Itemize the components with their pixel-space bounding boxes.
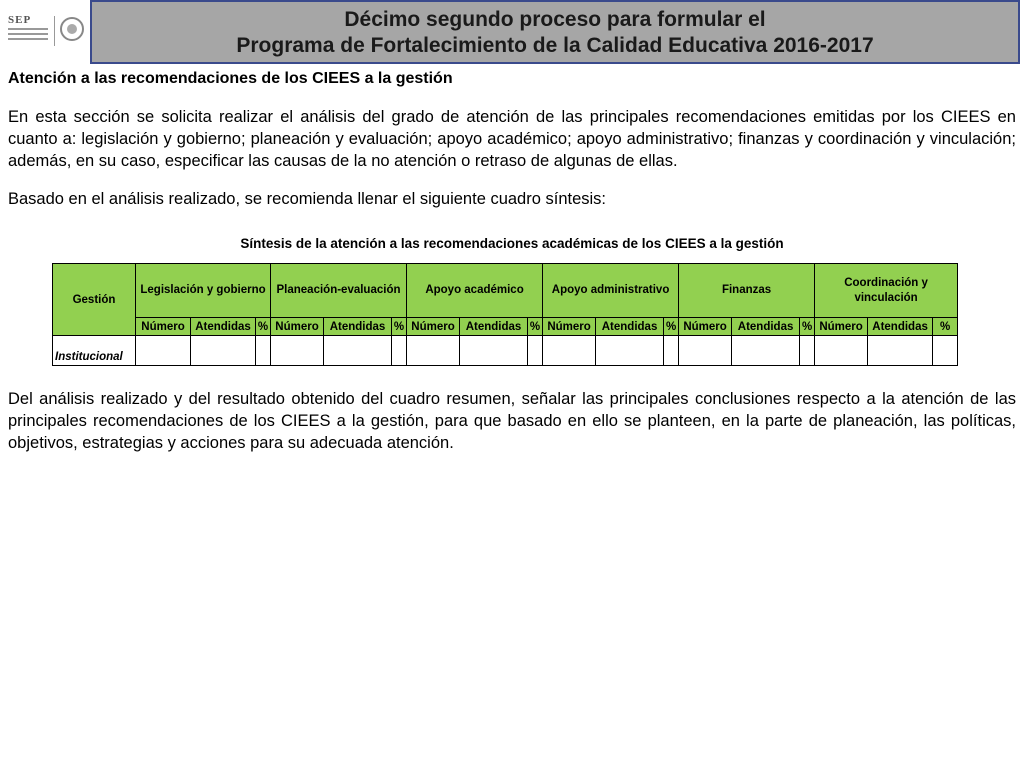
data-cell[interactable] bbox=[596, 336, 664, 366]
data-cell[interactable] bbox=[271, 336, 324, 366]
subheader-numero: Número bbox=[407, 318, 460, 336]
subheader-atendidas: Atendidas bbox=[732, 318, 800, 336]
subheader-percent: % bbox=[392, 318, 407, 336]
data-cell[interactable] bbox=[392, 336, 407, 366]
data-cell[interactable] bbox=[324, 336, 392, 366]
title-line-2: Programa de Fortalecimiento de la Calidad Educativa 2016-2017 bbox=[236, 34, 874, 57]
subheader-atendidas: Atendidas bbox=[596, 318, 664, 336]
data-cell[interactable] bbox=[256, 336, 271, 366]
subheader-percent: % bbox=[800, 318, 815, 336]
group-header: Legislación y gobierno bbox=[136, 264, 271, 318]
national-seal-icon bbox=[60, 17, 84, 41]
subheader-numero: Número bbox=[543, 318, 596, 336]
data-cell[interactable] bbox=[933, 336, 958, 366]
subheader-numero: Número bbox=[136, 318, 191, 336]
data-cell[interactable] bbox=[407, 336, 460, 366]
subheader-atendidas: Atendidas bbox=[191, 318, 256, 336]
subheader-atendidas: Atendidas bbox=[868, 318, 933, 336]
sep-logo bbox=[0, 0, 88, 66]
data-cell[interactable] bbox=[679, 336, 732, 366]
title-bar bbox=[90, 0, 1020, 64]
subheader-percent: % bbox=[528, 318, 543, 336]
subheader-atendidas: Atendidas bbox=[324, 318, 392, 336]
data-cell[interactable] bbox=[868, 336, 933, 366]
data-cell[interactable] bbox=[732, 336, 800, 366]
group-header: Coordinación y vinculación bbox=[815, 264, 958, 318]
subheader-numero: Número bbox=[271, 318, 324, 336]
data-cell[interactable] bbox=[191, 336, 256, 366]
table-row-header: Gestión bbox=[53, 264, 136, 336]
data-cell[interactable] bbox=[800, 336, 815, 366]
data-cell[interactable] bbox=[664, 336, 679, 366]
group-header: Apoyo académico bbox=[407, 264, 543, 318]
title-line-1: Décimo segundo proceso para formular el bbox=[344, 8, 766, 31]
subheader-percent: % bbox=[933, 318, 958, 336]
logo-lines bbox=[8, 28, 48, 43]
data-cell[interactable] bbox=[815, 336, 868, 366]
group-header: Planeación-evaluación bbox=[271, 264, 407, 318]
subheader-numero: Número bbox=[679, 318, 732, 336]
subheader-percent: % bbox=[664, 318, 679, 336]
paragraph-instruction: Basado en el análisis realizado, se recomienda llenar el siguiente cuadro síntesis: bbox=[8, 190, 607, 208]
logo-divider bbox=[54, 16, 55, 46]
paragraph-conclusions: Del análisis realizado y del resultado obtenido del cuadro resumen, señalar las principales conclusiones respecto a la atención de las principales recomendaciones de los CIEES a la gestión, para que basado en ello se planteen, en la parte de planeación, las políticas, objetivos, estrategias y acciones para su adecuada atención. bbox=[8, 390, 1016, 452]
synthesis-table bbox=[52, 263, 958, 366]
subheader-percent: % bbox=[256, 318, 271, 336]
paragraph-intro: En esta sección se solicita realizar el análisis del grado de atención de las principales recomendaciones emitidas por los CIEES en cuanto a: legislación y gobierno; planeación y evaluación; apoyo académico; apoyo administrativo; finanzas y coordinación y vinculación; además, en su caso, especificar las causas de la no atención o retraso de algunas de ellas. bbox=[8, 108, 1016, 170]
data-cell[interactable] bbox=[528, 336, 543, 366]
data-cell[interactable] bbox=[460, 336, 528, 366]
group-header: Apoyo administrativo bbox=[543, 264, 679, 318]
data-cell[interactable] bbox=[136, 336, 191, 366]
data-cell[interactable] bbox=[543, 336, 596, 366]
table-title: Síntesis de la atención a las recomendaciones académicas de los CIEES a la gestión bbox=[240, 236, 784, 251]
section-heading: Atención a las recomendaciones de los CIEES a la gestión bbox=[8, 70, 453, 87]
subheader-atendidas: Atendidas bbox=[460, 318, 528, 336]
group-header: Finanzas bbox=[679, 264, 815, 318]
sep-logo-text: SEP bbox=[8, 14, 32, 26]
row-label-institucional: Institucional bbox=[53, 336, 136, 366]
subheader-numero: Número bbox=[815, 318, 868, 336]
